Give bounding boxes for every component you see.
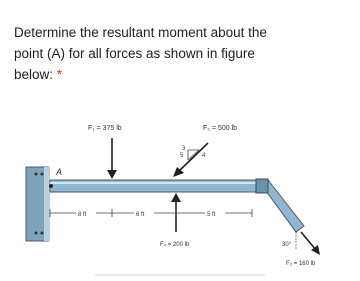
- force-f3-arrow: [301, 232, 320, 255]
- dim-5ft: 5 ft: [207, 212, 216, 218]
- angle-label: 30°: [282, 242, 292, 248]
- dim-8ft: 8 ft: [78, 212, 87, 218]
- force-f1-label: F₁ = 375 lb: [88, 125, 122, 132]
- slope-rise: 3: [182, 146, 186, 152]
- force-f1-arrow: [107, 138, 117, 179]
- force-f2-label: F₂ = 500 lb: [203, 125, 238, 132]
- slope-run: 4: [202, 153, 206, 159]
- wall-face: [44, 167, 50, 241]
- point-a-label: A: [56, 167, 63, 177]
- required-asterisk: *: [56, 67, 63, 82]
- answer-underline[interactable]: [95, 274, 265, 276]
- dim-6ft: 6 ft: [136, 212, 145, 218]
- force-f3-label: F₃ = 160 lb: [286, 261, 316, 267]
- question-line-3-text: below:: [14, 67, 54, 82]
- slope-triangle: [188, 150, 199, 160]
- point-a: [49, 184, 53, 188]
- question-line-1: Determine the resultant moment about the: [14, 25, 267, 40]
- slope-hyp: 5: [180, 153, 184, 159]
- beam: [50, 180, 260, 192]
- question-line-2: point (A) for all forces as shown in figure: [14, 46, 255, 61]
- force-f2-arrow: [173, 143, 208, 177]
- force-f4-label: F₄ = 200 lb: [160, 242, 190, 248]
